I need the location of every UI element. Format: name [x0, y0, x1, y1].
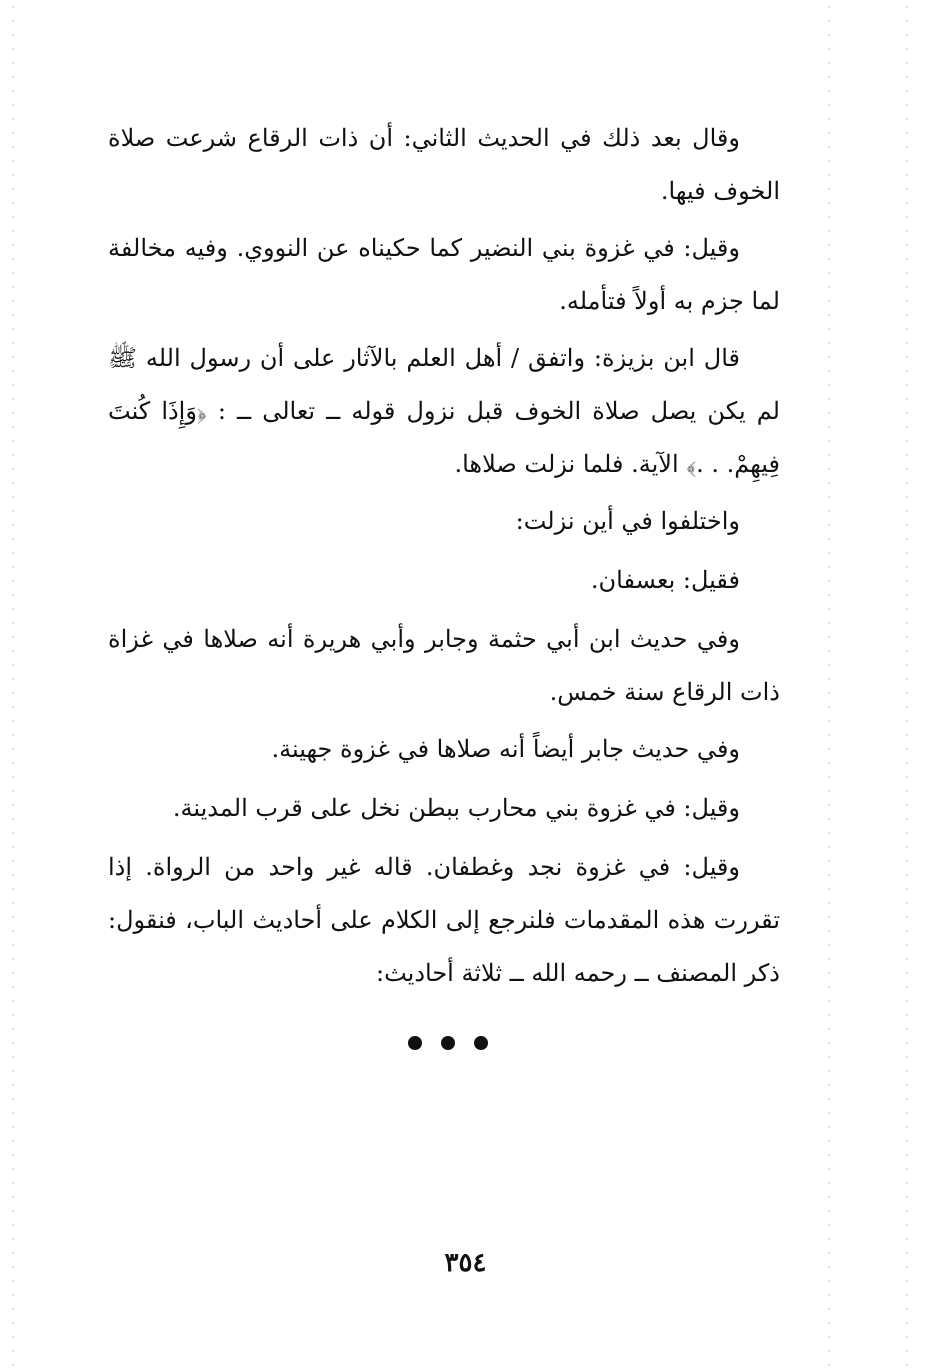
paragraph-5: فقيل: بعسفان.	[590, 566, 740, 594]
paragraph-9: وقيل: في غزوة نجد وغطفان. قاله غير واحد من الرواة. إذا تقررت هذه المقدمات فلنرجع إلى الكلام على أحاديث الباب، فنقول: ذكر المصنف ــ رحمه الله ــ ثلاثة أحاديث:	[108, 853, 780, 987]
separator-dot	[441, 1036, 455, 1050]
paragraph-8: وقيل: في غزوة بني محارب ببطن نخل على قرب المدينة.	[172, 794, 740, 822]
paragraph-3: قال ابن بزيزة: واتفق / أهل العلم بالآثار على أن رسول الله ﷺ لم يكن يصل صلاة الخوف قبل نزول قوله ــ تعالى ــ : ﴿وَإِذَا كُنتَ فِيهِمْ. . .﴾ الآية. فلما نزلت صلاها.	[108, 344, 780, 478]
body-text	[108, 112, 780, 1004]
scan-edge-left	[12, 0, 14, 1370]
separator-dot	[408, 1036, 422, 1050]
paragraph-1: وقال بعد ذلك في الحديث الثاني: أن ذات الرقاع شرعت صلاة الخوف فيها.	[108, 124, 780, 205]
page-number: ٣٥٤	[444, 1248, 487, 1278]
scan-edge-right-inner	[828, 0, 830, 1370]
separator-dot	[474, 1036, 488, 1050]
scan-edge-right-outer	[906, 0, 908, 1370]
paragraph-4: واختلفوا في أين نزلت:	[515, 507, 740, 535]
section-separator	[408, 1034, 488, 1052]
paragraph-6: وفي حديث ابن أبي حثمة وجابر وأبي هريرة أنه صلاها في غزاة ذات الرقاع سنة خمس.	[108, 625, 780, 706]
paragraph-2: وقيل: في غزوة بني النضير كما حكيناه عن النووي. وفيه مخالفة لما جزم به أولاً فتأمله.	[108, 234, 780, 315]
paragraph-7: وفي حديث جابر أيضاً أنه صلاها في غزوة جهينة.	[271, 735, 740, 763]
